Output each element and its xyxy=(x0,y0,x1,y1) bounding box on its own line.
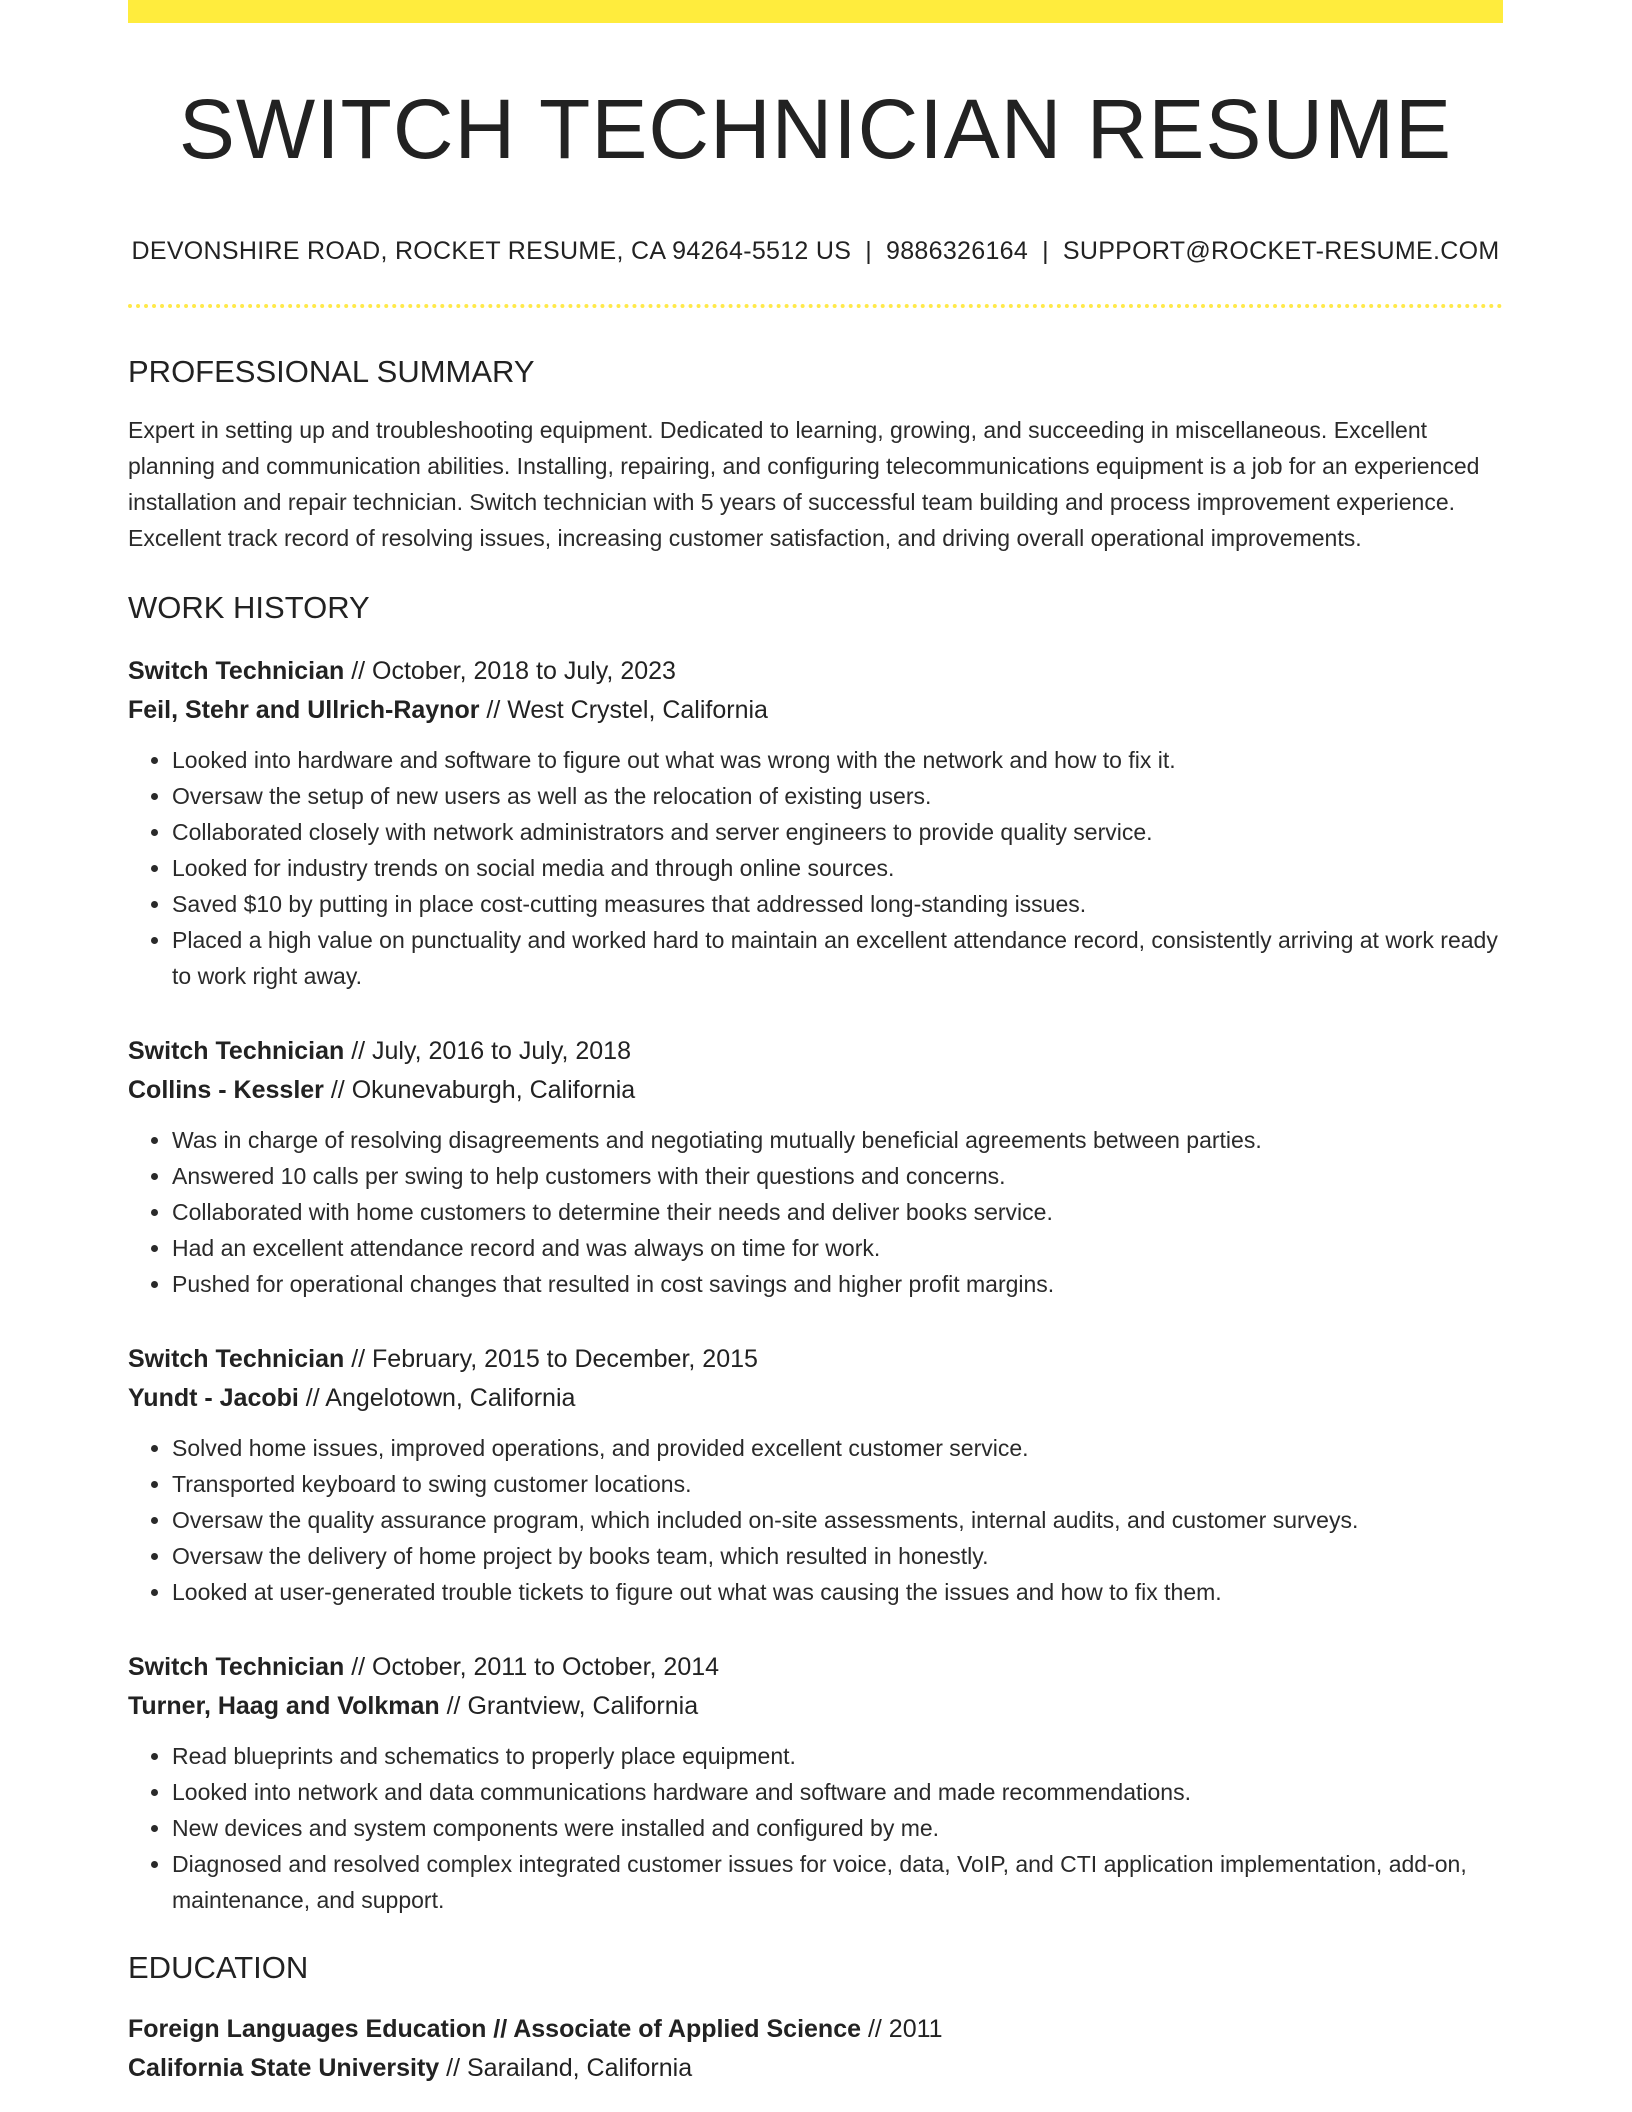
address: DEVONSHIRE ROAD, ROCKET RESUME, CA 94264-5512 US xyxy=(131,237,852,266)
education-degree-line xyxy=(128,2010,1503,2049)
contact-line xyxy=(128,237,1503,266)
page-title: SWITCH TECHNICIAN RESUME xyxy=(178,82,1453,176)
job-company: Turner, Haag and Volkman xyxy=(128,1692,440,1721)
job-bullets xyxy=(128,742,1503,994)
job-entry xyxy=(128,1340,1503,1610)
resume-page xyxy=(128,0,1503,2088)
summary-text: Expert in setting up and troubleshooting equipment. Dedicated to learning, growing, and succeeding in miscellaneous. Excellent planning and communication abilities. Installing, repairing, and configuring telecommunications equipment is a job for an experienced installation and repair technician. Switch technician with 5 years of successful team building and process improvement experience. Excellent track record of resolving issues, increasing customer satisfaction, and driving overall operational improvements. xyxy=(128,417,1480,552)
job-location: // Grantview, California xyxy=(439,1692,699,1721)
list-item: • Diagnosed and resolved complex integrated customer issues for voice, data, VoIP, and CTI application implementation, add-on, maintenance, and support. xyxy=(172,1846,1503,1918)
job-dates: // October, 2018 to July, 2023 xyxy=(344,657,676,686)
job-title-line xyxy=(128,1032,1503,1071)
list-item: • Transported keyboard to swing customer locations. xyxy=(172,1466,1503,1502)
education-heading: EDUCATION xyxy=(128,1950,309,1986)
education-degree: Foreign Languages Education // Associate of Applied Science xyxy=(128,2015,862,2044)
list-item: • Was in charge of resolving disagreements and negotiating mutually beneficial agreements between parties. xyxy=(172,1122,1503,1158)
job-dates: // July, 2016 to July, 2018 xyxy=(344,1037,631,1066)
job-company-line xyxy=(128,1071,1503,1110)
separator: | xyxy=(865,237,873,266)
list-item: • Collaborated closely with network administrators and server engineers to provide quality service. xyxy=(172,814,1503,850)
job-location: // Angelotown, California xyxy=(298,1384,576,1413)
job-entry xyxy=(128,1032,1503,1302)
work-history-heading: WORK HISTORY xyxy=(128,590,370,626)
education-location: // Sarailand, California xyxy=(439,2054,693,2083)
list-item: • Solved home issues, improved operations, and provided excellent customer service. xyxy=(172,1430,1503,1466)
list-item: • Placed a high value on punctuality and worked hard to maintain an excellent attendance record, consistently arriving at work ready to work right away. xyxy=(172,922,1503,994)
list-item: • Pushed for operational changes that resulted in cost savings and higher profit margins. xyxy=(172,1266,1503,1302)
job-title: Switch Technician xyxy=(128,1037,345,1066)
job-location: // West Crystel, California xyxy=(479,696,768,725)
list-item: • Read blueprints and schematics to properly place equipment. xyxy=(172,1738,1503,1774)
job-company-line xyxy=(128,1687,1503,1726)
education-school-line xyxy=(128,2049,1503,2088)
dotted-divider xyxy=(128,304,1503,308)
job-title: Switch Technician xyxy=(128,657,345,686)
job-title-line xyxy=(128,1648,1503,1687)
list-item: • New devices and system components were installed and configured by me. xyxy=(172,1810,1503,1846)
job-entry xyxy=(128,652,1503,994)
list-item: • Answered 10 calls per swing to help customers with their questions and concerns. xyxy=(172,1158,1503,1194)
list-item: • Looked at user-generated trouble tickets to figure out what was causing the issues and how to fix them. xyxy=(172,1574,1503,1610)
separator: | xyxy=(1042,237,1049,266)
job-bullets xyxy=(128,1430,1503,1610)
job-bullets xyxy=(128,1738,1503,1918)
job-company: Yundt - Jacobi xyxy=(128,1384,299,1413)
job-title: Switch Technician xyxy=(128,1345,345,1374)
list-item: • Oversaw the quality assurance program, which included on-site assessments, internal audits, and customer surveys. xyxy=(172,1502,1503,1538)
education-entry xyxy=(128,2010,1503,2088)
job-title: Switch Technician xyxy=(128,1653,345,1682)
list-item: • Oversaw the setup of new users as well as the relocation of existing users. xyxy=(172,778,1503,814)
job-company: Feil, Stehr and Ullrich-Raynor xyxy=(128,696,480,725)
list-item: • Had an excellent attendance record and was always on time for work. xyxy=(172,1230,1503,1266)
email: SUPPORT@ROCKET-RESUME.COM xyxy=(1062,237,1500,266)
job-company-line xyxy=(128,691,1503,730)
accent-bar xyxy=(128,0,1503,23)
list-item: • Looked for industry trends on social media and through online sources. xyxy=(172,850,1503,886)
education-school: California State University xyxy=(128,2054,440,2083)
list-item: • Saved $10 by putting in place cost-cutting measures that addressed long-standing issues. xyxy=(172,886,1503,922)
job-title-line xyxy=(128,1340,1503,1379)
job-dates: // February, 2015 to December, 2015 xyxy=(344,1345,758,1374)
summary-heading: PROFESSIONAL SUMMARY xyxy=(128,354,535,390)
phone: 9886326164 xyxy=(886,237,1029,266)
education-year: // 2011 xyxy=(861,2015,943,2044)
job-company-line xyxy=(128,1379,1503,1418)
list-item: • Looked into network and data communications hardware and software and made recommendations. xyxy=(172,1774,1503,1810)
job-dates: // October, 2011 to October, 2014 xyxy=(344,1653,720,1682)
list-item: • Collaborated with home customers to determine their needs and deliver books service. xyxy=(172,1194,1503,1230)
job-title-line xyxy=(128,652,1503,691)
job-entry xyxy=(128,1648,1503,1918)
job-company: Collins - Kessler xyxy=(128,1076,324,1105)
job-bullets xyxy=(128,1122,1503,1302)
job-location: // Okunevaburgh, California xyxy=(323,1076,636,1105)
list-item: • Looked into hardware and software to figure out what was wrong with the network and how to fix it. xyxy=(172,742,1503,778)
list-item: • Oversaw the delivery of home project by books team, which resulted in honestly. xyxy=(172,1538,1503,1574)
